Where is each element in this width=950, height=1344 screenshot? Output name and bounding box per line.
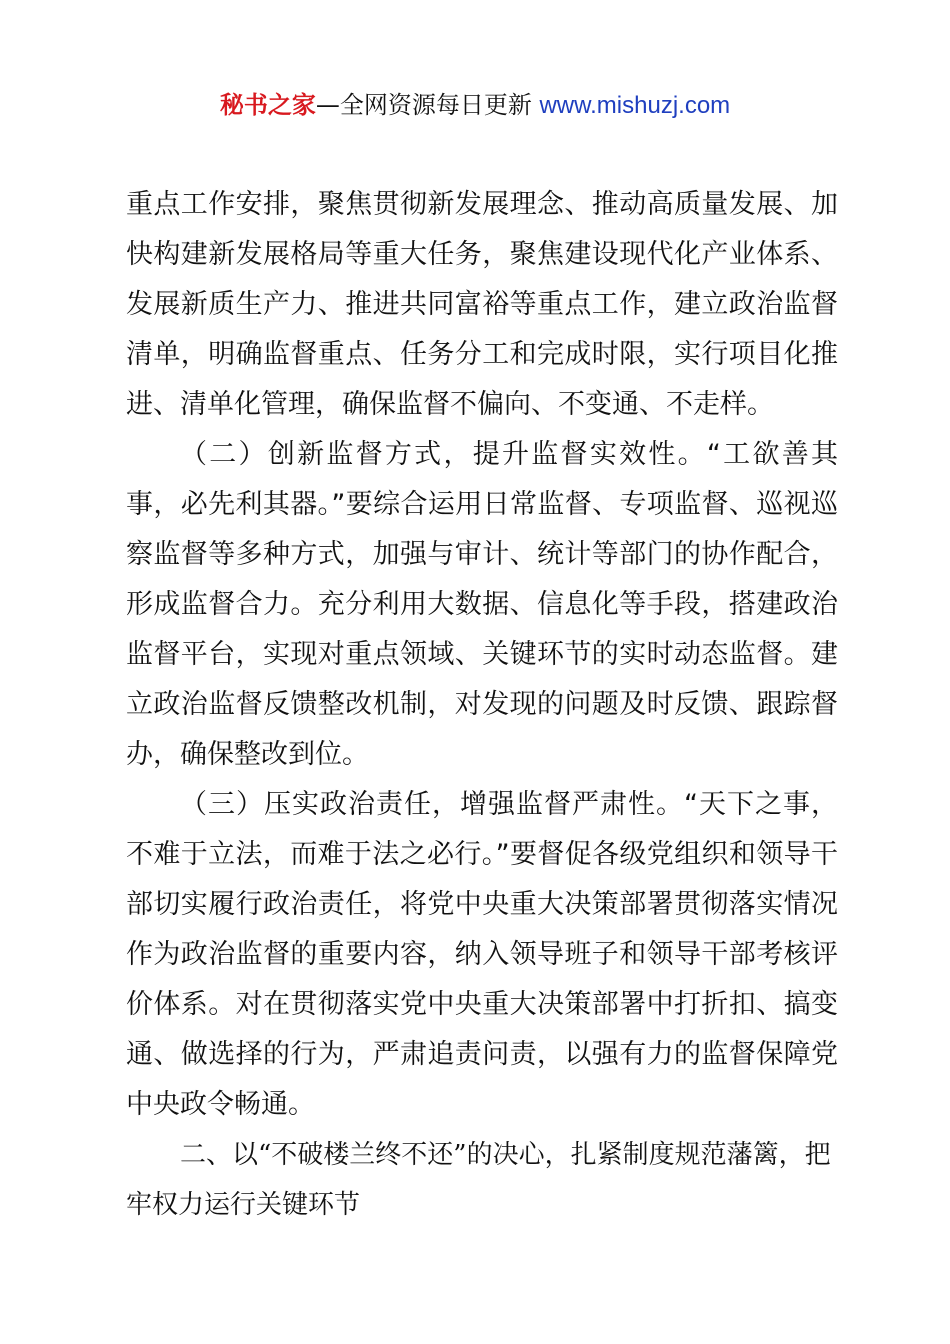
site-url-link[interactable]: www.mishuzj.com (539, 92, 731, 119)
section-heading: 二、以“不破楼兰终不还”的决心，扎紧制度规范藩篱，把牢权力运行关键环节 (126, 1140, 831, 1220)
brand-name: 秘书之家 (219, 91, 316, 119)
paragraph-political-responsibility: （三）压实政治责任，增强监督严肃性。“天下之事，不难于立法，而难于法之必行。”要督促各级党组织和领导干部切实履行政治责任，将党中央重大决策部署贯彻落实情况作为政治监督的重要内容，纳入领导班子和领导干部考核评价体系。对在贯彻落实党中央重大决策部署中打折扣、搞变通、做选择的行为，严肃追责问责，以强有力的监督保障党中央政令畅通。 (126, 789, 838, 1120)
paragraph-innovate-supervision: （二）创新监督方式，提升监督实效性。“工欲善其事，必先利其器。”要综合运用日常监督、专项监督、巡视巡察监督等多种方式，加强与审计、统计等部门的协作配合，形成监督合力。充分利用大数据、信息化等手段，搭建政治监督平台，实现对重点领域、关键环节的实时动态监督。建立政治监督反馈整改机制，对发现的问题及时反馈、跟踪督办，确保整改到位。 (126, 439, 838, 770)
page-header (0, 88, 950, 123)
header-tagline: —全网资源每日更新 (315, 91, 540, 119)
paragraph-continuation: 重点工作安排，聚焦贯彻新发展理念、推动高质量发展、加快构建新发展格局等重大任务，聚焦建设现代化产业体系、发展新质生产力、推进共同富裕等重点工作，建立政治监督清单，明确监督重点、任务分工和完成时限，实行项目化推进、清单化管理，确保监督不偏向、不变通、不走样。 (126, 189, 838, 420)
document-body (126, 180, 838, 1230)
